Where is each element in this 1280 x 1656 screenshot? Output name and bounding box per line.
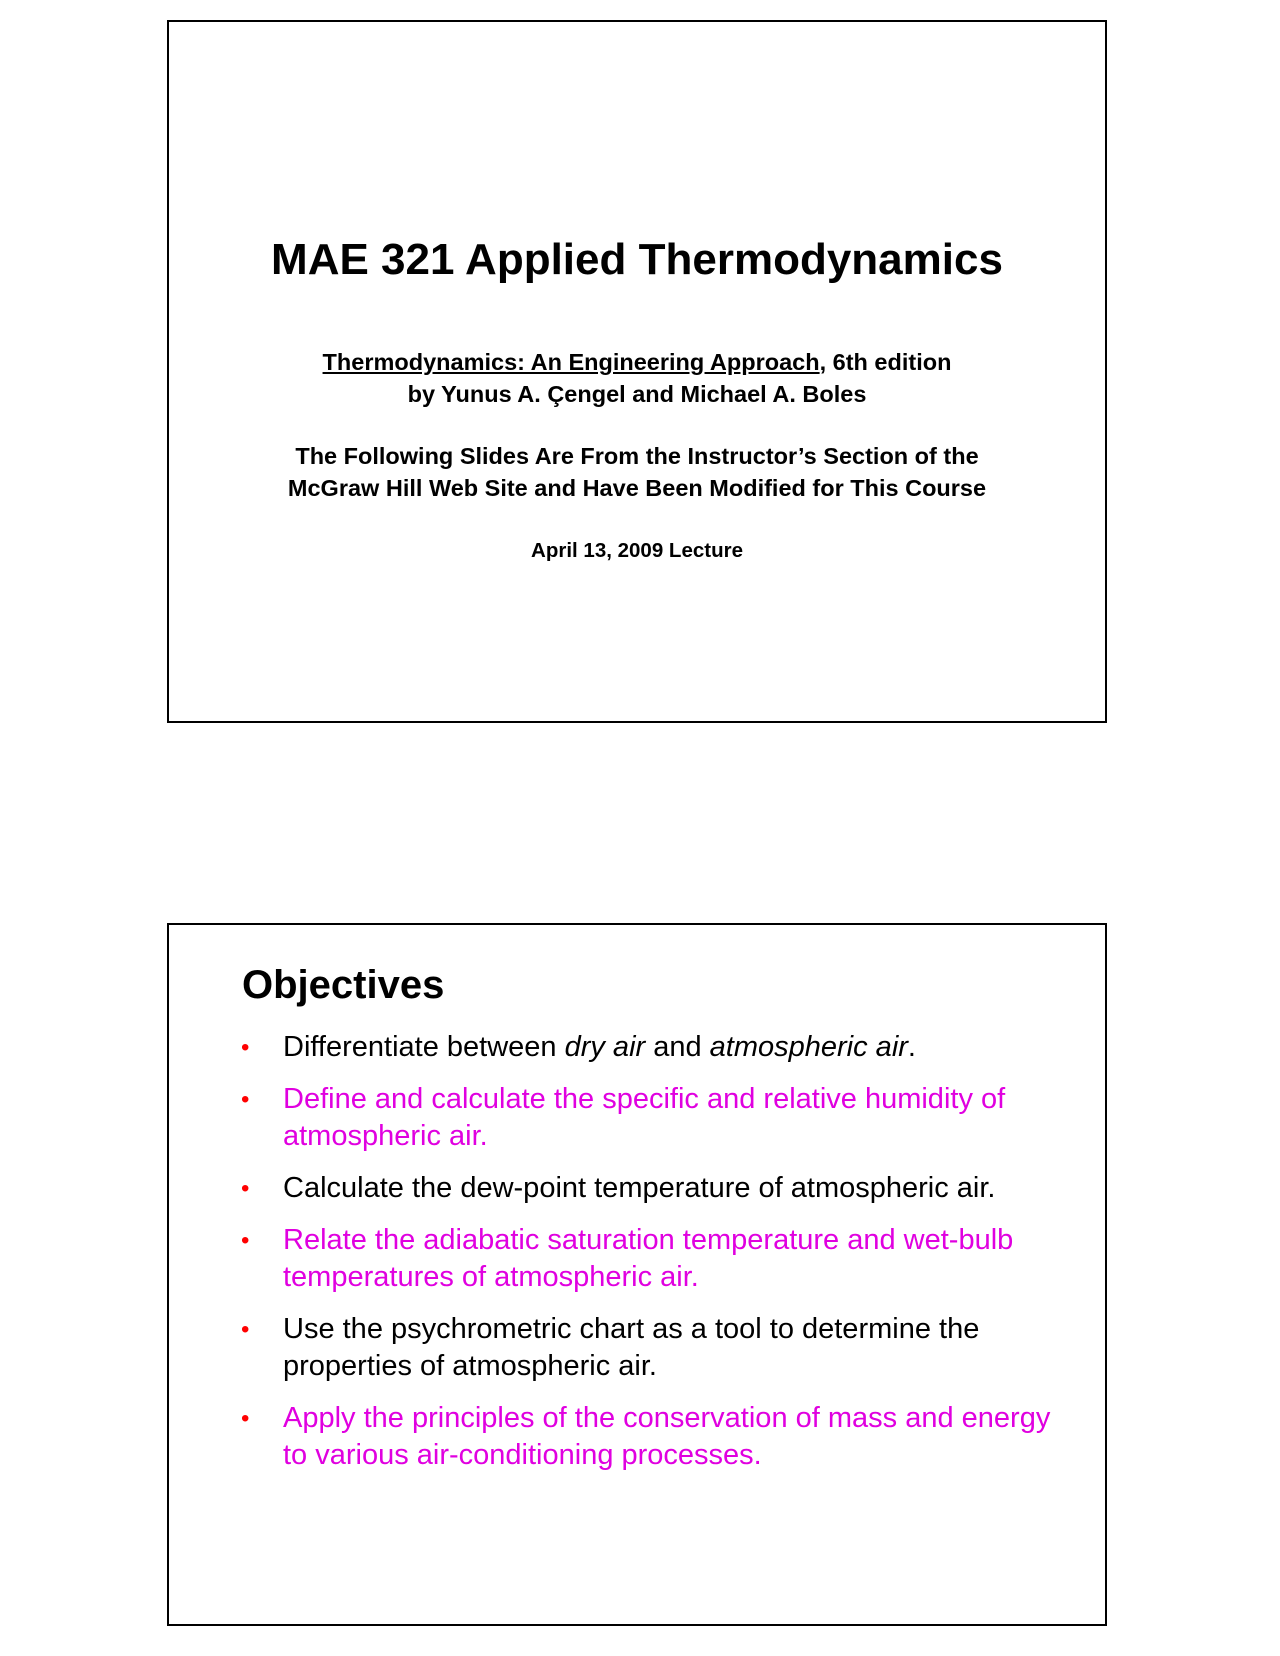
bullet-icon: • bbox=[241, 1175, 250, 1202]
bullet-icon: • bbox=[241, 1316, 250, 1343]
objective-item-6 bbox=[239, 1400, 1059, 1474]
objective-text: Use the psychrometric chart as a tool to determine the properties of atmospheric air. bbox=[283, 1313, 980, 1382]
objectives-slide bbox=[167, 923, 1107, 1626]
objective-item-2 bbox=[239, 1081, 1059, 1155]
objectives-heading: Objectives bbox=[242, 963, 445, 1007]
bullet-icon: • bbox=[241, 1034, 250, 1061]
objective-item-4 bbox=[239, 1222, 1059, 1296]
textbook-line bbox=[169, 346, 1105, 378]
objective-text: Apply the principles of the conservation of mass and energy to various air-conditioning processes. bbox=[283, 1402, 1051, 1471]
objectives-list bbox=[239, 1029, 1059, 1489]
objective-term-dry-air: dry air bbox=[564, 1031, 646, 1063]
objective-term-atmospheric-air: atmospheric air bbox=[709, 1031, 908, 1063]
bullet-icon: • bbox=[241, 1227, 250, 1254]
objective-text: and bbox=[645, 1031, 710, 1063]
textbook-edition: , 6th edition bbox=[819, 349, 952, 375]
objective-text: Calculate the dew-point temperature of atmospheric air. bbox=[283, 1172, 996, 1204]
textbook-title: Thermodynamics: An Engineering Approach bbox=[322, 349, 820, 375]
textbook-authors: by Yunus A. Çengel and Michael A. Boles bbox=[407, 381, 867, 407]
lecture-date: April 13, 2009 Lecture bbox=[531, 539, 743, 562]
source-note-line-2: McGraw Hill Web Site and Have Been Modified for This Course bbox=[287, 475, 987, 501]
bullet-icon: • bbox=[241, 1405, 250, 1432]
objective-text: . bbox=[907, 1031, 916, 1063]
objective-item-3 bbox=[239, 1170, 1059, 1207]
objective-item-1 bbox=[239, 1029, 1059, 1066]
objective-item-5 bbox=[239, 1311, 1059, 1385]
source-note-line-1: The Following Slides Are From the Instructor’s Section of the bbox=[295, 443, 979, 469]
objective-text: Define and calculate the specific and relative humidity of atmospheric air. bbox=[283, 1083, 1006, 1152]
objective-text: Relate the adiabatic saturation temperature and wet-bulb temperatures of atmospheric air. bbox=[283, 1224, 1014, 1293]
title-slide bbox=[167, 20, 1107, 723]
bullet-icon: • bbox=[241, 1086, 250, 1113]
slide-title: MAE 321 Applied Thermodynamics bbox=[271, 235, 1003, 284]
objective-text: Differentiate between bbox=[283, 1031, 565, 1063]
source-note bbox=[169, 440, 1105, 504]
textbook-citation bbox=[169, 346, 1105, 410]
